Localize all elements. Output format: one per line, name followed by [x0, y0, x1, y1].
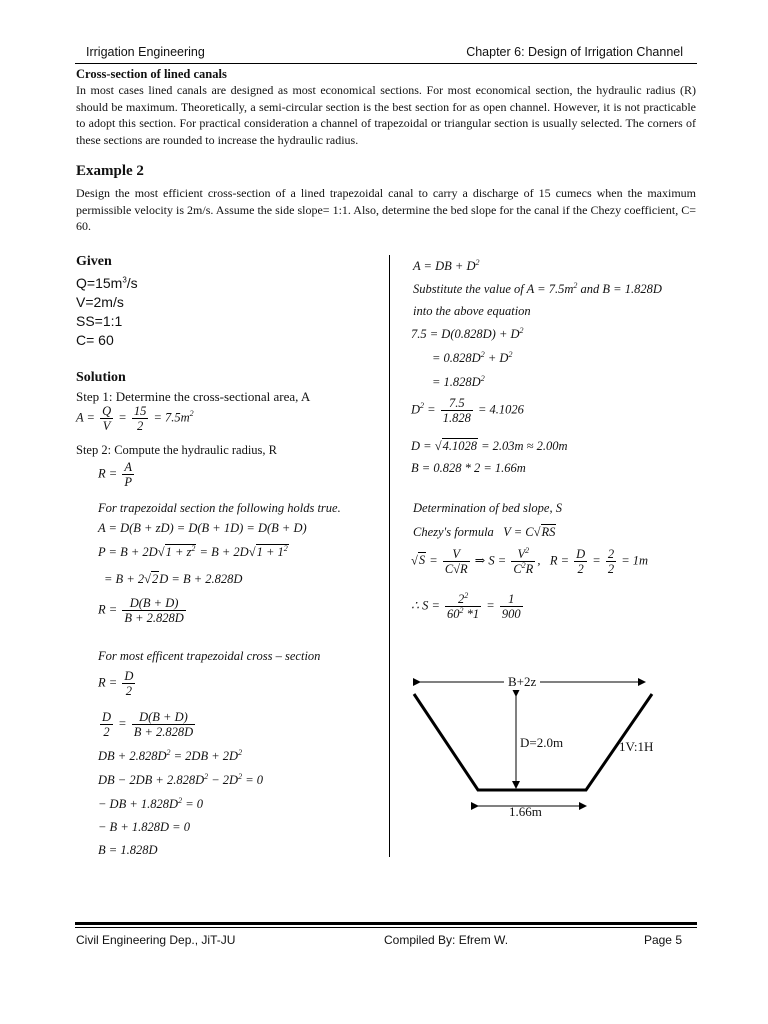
equation-eff-ratio: $\frac{D}{2}$ = $\frac{D(B + D)}{B + 2.828D}$ — [102, 710, 194, 739]
footer-center: Compiled By: Efrem W. — [384, 933, 509, 947]
equation-s-result: ∴ S = $\frac{2^2}{60^2 *1}$ = $\frac{1}{900}$ — [411, 590, 521, 621]
depth-label: D=2.0m — [520, 735, 564, 750]
equation-p: $P = B + 2D√1 + z^2 = B + 2D√1 + 1^2$ — [98, 543, 288, 559]
trap-note: For trapezoidal section the following holds true. — [98, 501, 341, 515]
equation-s: √S = $\frac{V}{C√R}$ ⇒ S = $\frac{V^2}{C^2R}$ , R = $\frac{D}{2}$ = $\frac{2}{2}$ = 1m — [411, 545, 649, 576]
equation-r-eff: R = $\frac{D}{2}$ — [98, 669, 134, 698]
equation-sub-1: $7.5 = D(0.828D) + D^2$ — [411, 325, 524, 341]
substitute-note-2: into the above equation — [413, 304, 531, 318]
page-number: Page 5 — [643, 933, 682, 947]
equation-a-general: A = DB + $D^2$ — [413, 257, 480, 273]
equation-p2: = B + 2√2D = B + 2.828D — [104, 572, 243, 586]
efficient-note: For most efficent trapezoidal cross – section — [98, 649, 321, 663]
equation-r-trap: R = $\frac{D(B + D)}{B + 2.828D}$ — [98, 596, 184, 625]
footer-left: Civil Engineering Dep., JiT-JU — [76, 933, 236, 947]
header-right: Chapter 6: Design of Irrigation Channel — [466, 45, 683, 59]
given-ss: SS=1:1 — [76, 313, 123, 329]
intro-paragraph: In most cases lined canals are designed as most economical sections. For most economical section, the hydraulic radius (R) should be maximum. Theoretically, a semi-circular section is the best section for as open channel. However, it is not practicable to adopt this section. For practical consideration a channel of trapezoidal or triangular section is usually selected. The corners of these sections are rounded to increase the hydraulic radius. — [76, 83, 696, 147]
given-q: $Q=15m^3/s$ — [76, 275, 138, 291]
given-title: Given — [76, 254, 112, 269]
column-divider — [389, 255, 390, 857]
equation-step-b: DB − $2DB + 2.828D^2 - 2D^2 = 0$ — [98, 771, 264, 787]
equation-a-trap: A = D(B + zD) = D(B + 1D) = D(B + D) — [98, 521, 307, 535]
example-paragraph: Design the most efficient cross-section of a lined trapezoidal canal to carry a discharge of 15 cumecs when the maximum permissible velocity is 2m/s. Assume the side slope= 1:1. Also, determine the bed slope for the canal if the Chezy coefficient, C= 60. — [76, 186, 696, 233]
equation-area: A = $\frac{Q}{V}$ = $\frac{15}{2}$ = $7.5m^2$ — [76, 404, 194, 433]
step2-text: Step 2: Compute the hydraulic radius, R — [76, 443, 278, 457]
footer-rule-thick — [75, 922, 697, 925]
equation-b-result: B = 1.828D — [98, 843, 158, 857]
chezy-formula: Chezy's formula V = C√RS — [413, 525, 556, 539]
header-rule — [75, 63, 697, 64]
equation-d-squared: $D^2$ = $\frac{7.5}{1.828}$ = 4.1026 — [411, 396, 524, 425]
equation-sub-3: = $1.828D^2$ — [432, 373, 485, 389]
given-v: V=2m/s — [76, 294, 124, 310]
footer-rule-thin — [75, 927, 697, 928]
bottom-width-label: 1.66m — [509, 804, 542, 819]
equation-sub-2: = $0.828D^2 + D^2$ — [432, 349, 513, 365]
solution-title: Solution — [76, 370, 126, 385]
equation-d: D = √4.1028 = 2.03m ≈ 2.00m — [411, 439, 568, 453]
equation-step-c: − DB + $1.828D^2 = 0$ — [98, 795, 203, 811]
equation-r: R = $\frac{A}{P}$ — [98, 460, 132, 489]
slope-label: 1V:1H — [619, 739, 654, 754]
step1-text: Step 1: Determine the cross-sectional area, A — [76, 389, 311, 404]
equation-step-a: DB + $2.828D^2 = 2DB + 2D^2$ — [98, 747, 243, 763]
example-title: Example 2 — [76, 163, 144, 179]
header-left: Irrigation Engineering — [86, 45, 205, 59]
given-c: C= 60 — [76, 332, 114, 348]
equation-step-d: − B + 1.828D = 0 — [98, 820, 190, 834]
equation-b-value: B = 0.828 * 2 = 1.66m — [411, 461, 526, 475]
bed-slope-title: Determination of bed slope, S — [413, 501, 562, 515]
top-width-label: B+2z — [504, 674, 540, 690]
substitute-note: Substitute the value of $A = 7.5m^2$ and B = 1.828D — [413, 280, 662, 296]
section-title: Cross-section of lined canals — [76, 67, 227, 81]
